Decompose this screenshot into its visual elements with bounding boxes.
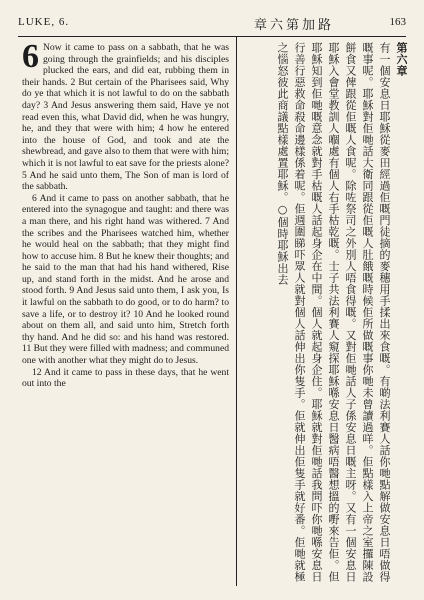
chinese-text: 有一個安息日耶穌從麥田經過佢嘅門徒摘的麥穗用手揉出來食嘅。有啲法利賽人話你哋點解做安息日唔做得嘅事呢。耶穌對佢哋話大衛同跟從佢嘅人肚餓嘅時候佢所做嘅事你哋未曾讀過咩。佢點樣入上帝之室攞陳設餅食又俾跟從佢嘅人食呢。除咗祭司之外別人唔食得嘅。又對佢哋話人子係安息日嘅主呀。又有一個安息日耶穌入會堂教訓人嗰處有個人右手枯乾嘅。士子共法利賽人窺探耶穌喺安息日醫病唔醫想搵的嘢來告佢。但耶穌知到佢哋嘅意念就對手枯嘅人話起身企在中間。個人就起身企住。耶穌就對佢哋話我問吓你哋喺安息日行善行惡救命殺命邊樣係着呢。佢週圍睇吓眾人就對個人話伸出你隻手。佢就伸出佢隻手就好番。佢哋就極之惱怒彼此商議點樣處置耶穌。○個時耶穌出去 bbox=[276, 42, 391, 583]
chinese-running-head: 章六第加路 bbox=[254, 17, 335, 32]
column-divider bbox=[236, 36, 237, 586]
running-head: LUKE, 6. bbox=[18, 16, 70, 28]
page-number: 163 bbox=[389, 16, 406, 28]
chinese-chapter-title: 第六章 bbox=[395, 42, 408, 77]
chinese-column bbox=[242, 42, 410, 590]
page-header bbox=[18, 14, 406, 32]
english-paragraph-3: 12 And it came to pass in these days, that he went out into the bbox=[22, 366, 229, 390]
english-paragraph-1 bbox=[22, 42, 229, 193]
header-rule bbox=[18, 36, 406, 37]
chapter-number: 6 bbox=[22, 42, 39, 75]
english-paragraph-2: 6 And it came to pass on another sabbath, that he entered into the synagogue and taught: and there was a man there, and his right hand was withered. 7 And the scribes and the Pharisees watched him, whether he would heal on the sabbath; that they might find how to accuse him. 8 But he knew their thoughts; and he said to the man that had his hand withered, Rise up, and stand forth in the midst. And he arose and stood forth. 9 And Jesus said unto them, I ask you, Is it lawful on the sabbath to do good, or to do harm? to save a life, or to destroy it? 10 And he looked round about on them all, and said unto him, Stretch forth thy hand. And he did so: and his hand was restored. 11 But they were filled with madness; and communed one with another what they might do to Jesus. bbox=[22, 192, 229, 367]
english-paragraph-text: Now it came to pass on a sabbath, that he was going through the grainfields; and his disciples plucked the ears, and did eat, rubbing them in their hands. 2 But certain of the Pharisees said, Why do ye that which it is not lawful to do on the sabbath day? 3 And Jesus answering them said, Have ye not read even this, what David did, when he was hungry, he, and they that were with him; 4 how he entered into the house of God, and took and ate the shewbread, and gave also to them that were with him; which it is not lawful to eat save for the priests alone? 5 And he said unto them, The Son of man is lord of the sabbath. bbox=[22, 42, 229, 193]
english-column bbox=[22, 42, 229, 590]
